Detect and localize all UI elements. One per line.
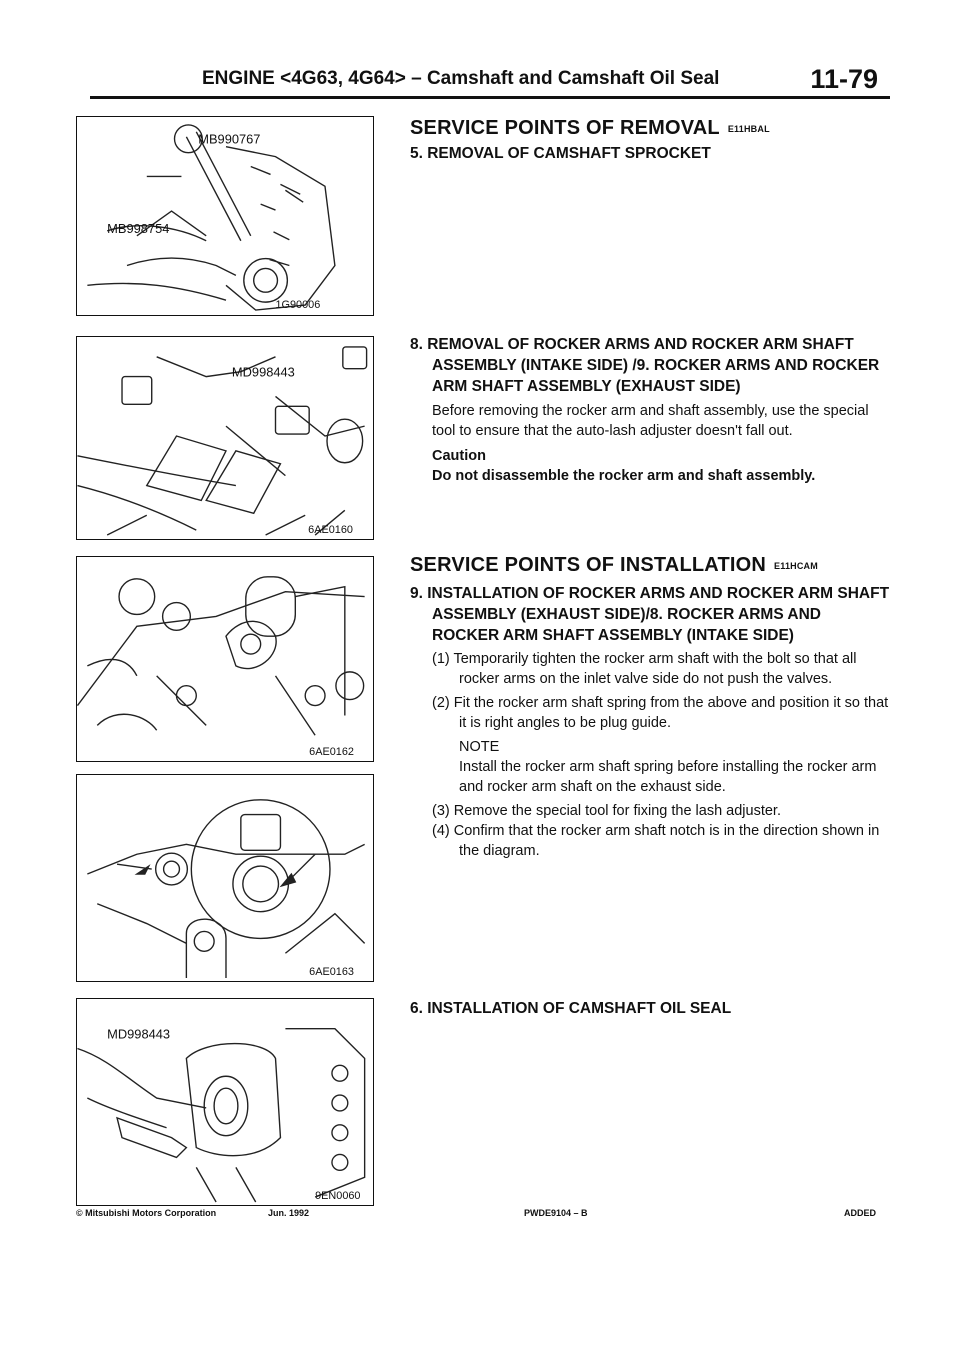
figure-oil-seal-install xyxy=(76,998,374,1206)
step-1: (1) Temporarily tighten the rocker arm shaft with the bolt so that all rocker arms on the inlet valve side do not push the valves. xyxy=(432,651,857,687)
page-header xyxy=(90,64,890,98)
item-8-heading: 8. REMOVAL OF ROCKER ARMS AND ROCKER ARM SHAFT ASSEMBLY (INTAKE SIDE) /9. ROCKER ARMS AND ROCKER ARM SHAFT ASSEMBLY (EXHAUST SIDE) xyxy=(410,336,880,395)
figure-code: 6AE0162 xyxy=(309,746,354,759)
step-3: (3) Remove the special tool for fixing the lash adjuster. xyxy=(432,803,781,819)
section-code: E11HCAM xyxy=(774,560,818,571)
caution-text: Do not disassemble the rocker arm and shaft assembly. xyxy=(432,468,816,484)
figure-shaft-notch xyxy=(76,774,374,982)
figure-rocker-shaft-install xyxy=(76,556,374,762)
item-8-body: Before removing the rocker arm and shaft assembly, use the special tool to ensure that the auto-lash adjuster doesn't fall out. xyxy=(432,403,869,439)
section-title: SERVICE POINTS OF INSTALLATION xyxy=(410,554,767,576)
note-text: Install the rocker arm shaft spring before installing the rocker arm and rocker arm shaft on the exhaust side. xyxy=(459,759,877,795)
figure-rocker-arm-tool xyxy=(76,336,374,540)
item-5-heading: 5. REMOVAL OF CAMSHAFT SPROCKET xyxy=(410,145,711,162)
step-4: (4) Confirm that the rocker arm shaft notch is in the direction shown in the diagram. xyxy=(432,823,880,859)
figure-sprocket-removal xyxy=(76,116,374,316)
footer-doc-code: PWDE9104 – B xyxy=(524,1208,588,1218)
callout-mb998754: MB998754 xyxy=(107,220,170,236)
figure-code: 6AE0163 xyxy=(309,966,354,979)
footer-status: ADDED xyxy=(844,1208,877,1218)
shaft-notch-illustration xyxy=(77,775,373,981)
section-code: E11HBAL xyxy=(727,123,770,134)
sprocket-removal-illustration xyxy=(77,117,373,315)
section-installation-title xyxy=(410,554,890,577)
section-removal-title xyxy=(410,117,890,140)
item-6-heading: 6. INSTALLATION OF CAMSHAFT OIL SEAL xyxy=(410,1000,732,1017)
step-2: (2) Fit the rocker arm shaft spring from the above and position it so that it is right angles to be plug guide. xyxy=(432,695,889,731)
note-label: NOTE xyxy=(459,739,500,755)
figure-code: 6AE0160 xyxy=(308,524,353,537)
figure-code: 9EN0060 xyxy=(315,1190,361,1203)
callout-md998443: MD998443 xyxy=(107,1026,171,1042)
footer-copyright: © Mitsubishi Motors Corporation xyxy=(76,1208,217,1218)
caution-label: Caution xyxy=(432,448,486,464)
section-title: SERVICE POINTS OF REMOVAL xyxy=(410,117,720,139)
item-8 xyxy=(410,334,890,486)
page-number: 11-79 xyxy=(810,64,878,94)
item-9-heading: 9. INSTALLATION OF ROCKER ARMS AND ROCKER ARM SHAFT ASSEMBLY (EXHAUST SIDE)/8. ROCKER ARMS AND ROCKER ARM SHAFT ASSEMBLY (INTAKE SIDE) xyxy=(410,585,890,644)
footer-date: Jun. 1992 xyxy=(268,1208,310,1218)
callout-mb990767: MB990767 xyxy=(198,131,261,147)
header-rule xyxy=(90,96,890,99)
figure-code: 1G90006 xyxy=(275,299,321,312)
callout-md998443: MD998443 xyxy=(231,364,295,380)
oil-seal-illustration xyxy=(77,999,373,1205)
item-9 xyxy=(410,583,890,861)
rocker-arm-tool-illustration xyxy=(77,337,373,539)
page-title: ENGINE <4G63, 4G64> – Camshaft and Camshaft Oil Seal xyxy=(202,68,720,89)
rocker-shaft-illustration xyxy=(77,557,373,761)
